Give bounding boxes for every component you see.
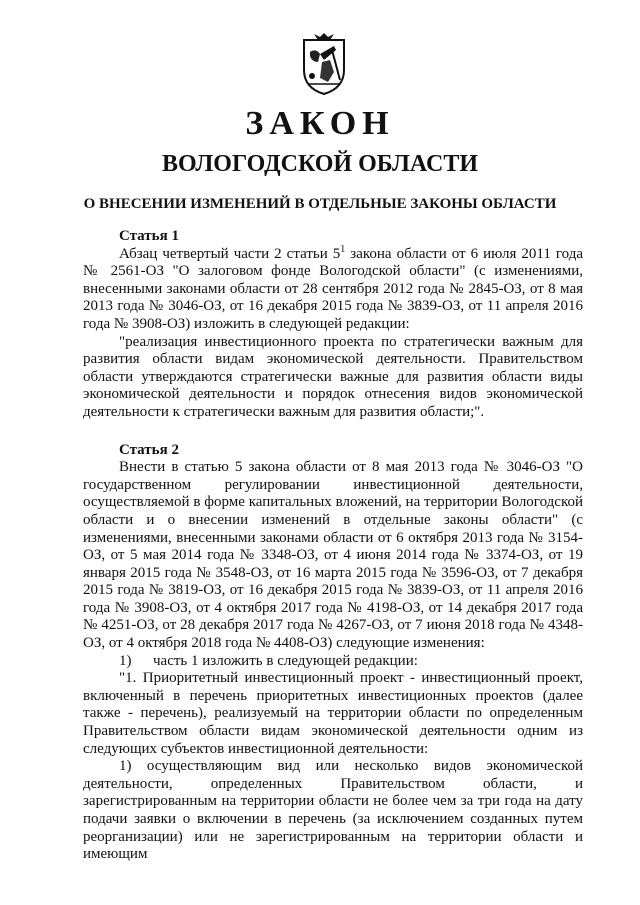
item-number: 1) xyxy=(119,652,132,669)
document-body xyxy=(83,228,583,864)
article-2-subitem-1: 1) осуществляющим вид или несколько видов экономической деятельности, определенных Правительством области, и зарегистрированным на территории области не более чем за три года на дату подачи заявки о включении в перечень (за исключением созданных путем реорганизации) или не зарегистрированным на территории области и имеющим xyxy=(83,758,583,863)
article-1-intro-end: закона области от 6 июля 2011 года № 2561-ОЗ "О залоговом фонде Вологодской области" (с изменениями, внесенными законами области от 28 сентября 2012 года № 2845-ОЗ, от 8 мая 2013 года № 3046-ОЗ, от 16 декабря 2015 года № 3839-ОЗ, от 11 апреля 2016 года № 3908-ОЗ) изложить в следующей редакции: xyxy=(83,245,583,332)
article-2-heading: Статья 2 xyxy=(119,441,179,458)
spacer xyxy=(83,422,583,442)
superscript: 1 xyxy=(340,243,346,255)
region-title: ВОЛОГОДСКОЙ ОБЛАСТИ xyxy=(161,151,479,177)
law-title: ЗАКОН xyxy=(245,105,395,142)
article-2-intro: Внести в статью 5 закона области от 8 мая 2013 года № 3046-ОЗ "О государственном регулировании инвестиционной деятельности, осуществляемой в форме капитальных вложений, на территории Вологодской области и о внесении изменений в отдельные законы области" (с изменениями, внесенными законами области от 6 октября 2013 года № 3154-ОЗ, от 5 мая 2014 года № 3348-ОЗ, от 4 июня 2014 года № 3374-ОЗ, от 19 января 2015 года № 3548-ОЗ, от 16 марта 2015 года № 3596-ОЗ, от 7 декабря 2015 года № 3819-ОЗ, от 16 декабря 2015 года № 3839-ОЗ, от 11 апреля 2016 года № 3908-ОЗ, от 4 октября 2017 года № 4198-ОЗ, от 14 декабря 2017 года № 4251-ОЗ, от 28 декабря 2017 года № 4267-ОЗ, от 7 июня 2018 года № 4348-ОЗ, от 4 октября 2018 года № 4408-ОЗ) следующие изменения: xyxy=(83,459,583,652)
article-1-intro-start: Абзац четвертый части 2 статьи 5 xyxy=(119,245,341,262)
article-1-intro xyxy=(83,243,583,334)
article-1-quote: "реализация инвестиционного проекта по стратегически важным для развития области видам экономической деятельности. Правительством области утверждаются стратегически важные для развития области виды экономической деятельности и порядок отнесения видов экономической деятельности к стратегически важным для развития области;". xyxy=(83,333,583,420)
article-2-quote: "1. Приоритетный инвестиционный проект - инвестиционный проект, включенный в перечень приоритетных инвестиционных проектов (далее также - перечень), реализуемый на территории области по определенным Правительством области видам экономической деятельности одним из следующих субъектов инвестиционной деятельности: xyxy=(83,670,583,757)
law-subtitle: О ВНЕСЕНИИ ИЗМЕНЕНИЙ В ОТДЕЛЬНЫЕ ЗАКОНЫ ОБЛАСТИ xyxy=(83,196,557,212)
coat-of-arms-icon xyxy=(300,32,348,96)
article-2-item-1 xyxy=(83,653,583,671)
article-1-heading: Статья 1 xyxy=(119,228,179,244)
item-text: часть 1 изложить в следующей редакции: xyxy=(153,652,418,669)
